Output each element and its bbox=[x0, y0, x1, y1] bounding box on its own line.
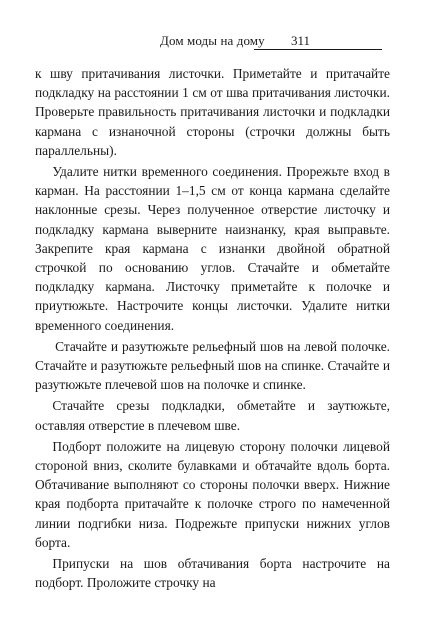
paragraph-relief-seams: Стачайте и разутюжьте рельефный шов на левой полочке. Стачайте и разутюжьте рельефный шов на спинке. Стачайте и разутюжьте плечевой шов на полочке и спинке. bbox=[35, 338, 390, 393]
header-rule bbox=[254, 49, 382, 50]
page-number: 311 bbox=[291, 33, 311, 48]
paragraph-continuation: к шву притачивания листочки. Приметайте и притачайте подкладку на расстоянии 1 см от шва притачивания листочки. Проверьте правильность притачивания листочки и подкладки кармана с изнаночной стороны (строчки должны быть параллельны). bbox=[35, 66, 390, 158]
paragraph-seam-allowances: Припуски на шов обтачивания борта настрочите на подборт. Проложите строчку на bbox=[35, 556, 390, 591]
running-header bbox=[160, 33, 382, 53]
paragraph-pocket-opening: Удалите нитки временного соединения. Прорежьте вход в карман. На расстоянии 1–1,5 см от конца кармана сделайте наклонные срезы. Через полученное отверстие листочку и подкладку кармана выверните наизнанку, края выправьте. Закрепите края кармана с изнанки двойной обратной строчкой по основанию углов. Стачайте и обметайте подкладку кармана. Листочку приметайте к полочке и приутюжьте. Настрочите концы листочки. Удалите нитки временного соединения. bbox=[35, 164, 390, 333]
header-title: Дом моды на дому bbox=[160, 33, 265, 48]
body-text bbox=[35, 64, 390, 592]
paragraph-lining: Стачайте срезы подкладки, обметайте и заутюжьте, оставляя отверстие в плечевом шве. bbox=[35, 398, 390, 433]
paragraph-facing: Подборт положите на лицевую сторону полочки лицевой стороной вниз, сколите булавками и обтачайте вдоль борта. Обтачивание выполняют со стороны полочки вверх. Нижние края подборта притачайте к полочке строго по намеченной линии подгибки низа. Подрежьте припуски нижних углов борта. bbox=[35, 438, 390, 550]
